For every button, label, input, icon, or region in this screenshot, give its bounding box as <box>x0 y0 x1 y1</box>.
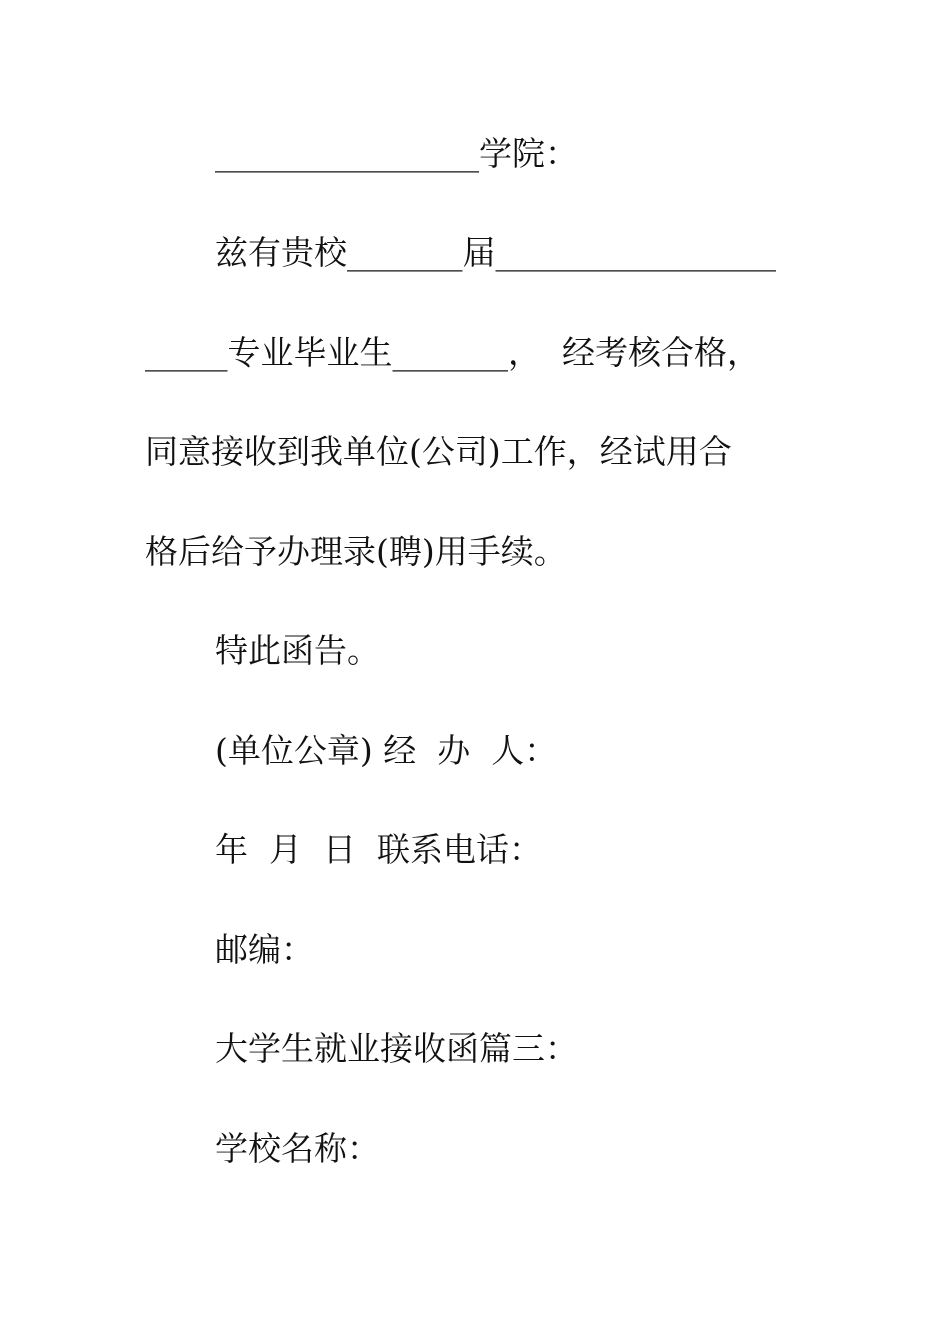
date-phone-line: 年 月 日 联系电话： <box>215 830 542 869</box>
section-heading: 大学生就业接收函篇三： <box>215 1029 578 1068</box>
seal-handler-line: (单位公章) 经 办 人： <box>215 731 558 770</box>
body-line-2: _____专业毕业生_______， 经考核合格， <box>145 333 760 372</box>
closing-line: 特此函告。 <box>215 631 380 670</box>
body-line-1: 兹有贵校_______届_________________ <box>215 233 776 272</box>
body-line-4: 格后给予办理录(聘)用手续。 <box>145 532 567 571</box>
postcode-line: 邮编： <box>215 930 314 969</box>
college-line: ________________学院： <box>215 134 578 173</box>
body-line-3: 同意接收到我单位(公司)工作，经试用合 <box>145 432 732 471</box>
school-name-line: 学校名称： <box>215 1129 380 1168</box>
